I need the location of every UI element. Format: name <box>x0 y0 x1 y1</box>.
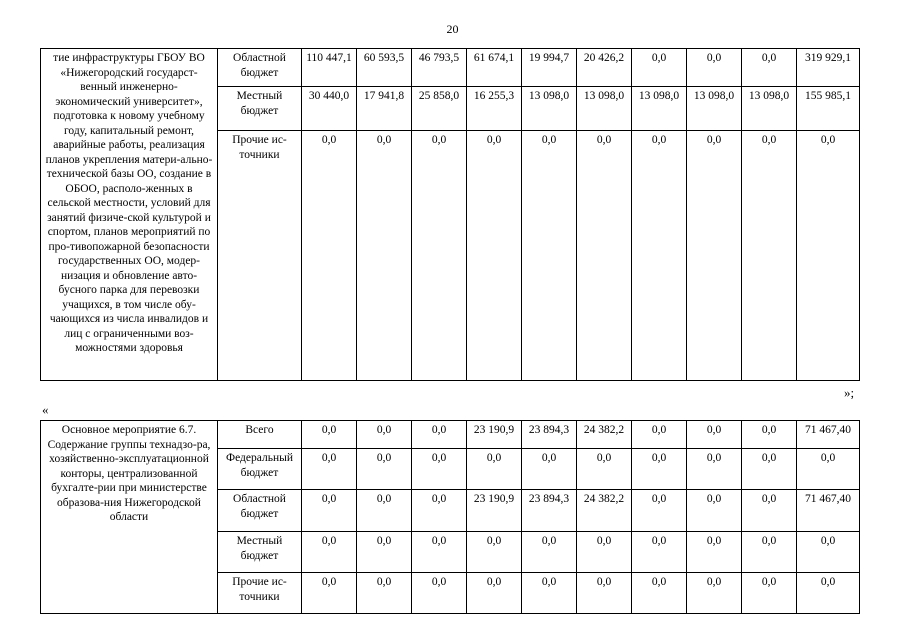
amount-cell: 0,0 <box>357 131 412 381</box>
amount-cell: 0,0 <box>577 449 632 490</box>
amount-cell: 0,0 <box>632 532 687 573</box>
funding-source-cell: Местный бюджет <box>218 532 302 573</box>
amount-cell: 0,0 <box>797 131 860 381</box>
amount-cell: 24 382,2 <box>577 490 632 532</box>
amount-cell: 0,0 <box>632 490 687 532</box>
amount-cell: 0,0 <box>632 449 687 490</box>
amount-cell: 0,0 <box>742 131 797 381</box>
amount-cell: 13 098,0 <box>577 87 632 131</box>
amount-cell: 0,0 <box>302 532 357 573</box>
amount-cell: 0,0 <box>632 421 687 449</box>
amount-cell: 0,0 <box>522 449 577 490</box>
funding-source-cell: Областной бюджет <box>218 490 302 532</box>
amount-cell: 0,0 <box>302 131 357 381</box>
amount-cell: 0,0 <box>412 490 467 532</box>
funding-table-activity-6-7 <box>40 420 860 614</box>
amount-cell: 24 382,2 <box>577 421 632 449</box>
amount-cell: 110 447,1 <box>302 49 357 87</box>
funding-source-cell: Федеральный бюджет <box>218 449 302 490</box>
amount-cell: 13 098,0 <box>522 87 577 131</box>
amount-cell: 23 894,3 <box>522 490 577 532</box>
amount-cell: 0,0 <box>687 532 742 573</box>
amount-cell: 0,0 <box>467 131 522 381</box>
amount-cell: 0,0 <box>577 131 632 381</box>
amount-cell: 0,0 <box>797 532 860 573</box>
amount-cell: 0,0 <box>797 573 860 614</box>
amount-cell: 0,0 <box>412 421 467 449</box>
amount-cell: 0,0 <box>357 532 412 573</box>
amount-cell: 13 098,0 <box>632 87 687 131</box>
amount-cell: 30 440,0 <box>302 87 357 131</box>
activity-description: Основное мероприятие 6.7. Содержание группы технадзо-ра, хозяйственно-эксплуатационной конторы, централизованной бухгалте-рии при министерстве образова-ния Нижегородской области <box>41 421 218 614</box>
amount-cell: 0,0 <box>522 573 577 614</box>
page-number: 20 <box>446 22 459 36</box>
table-row <box>41 49 860 87</box>
amount-cell: 19 994,7 <box>522 49 577 87</box>
amount-cell: 0,0 <box>577 532 632 573</box>
amount-cell: 46 793,5 <box>412 49 467 87</box>
amount-cell: 0,0 <box>357 449 412 490</box>
amount-cell: 17 941,8 <box>357 87 412 131</box>
amount-cell: 0,0 <box>467 573 522 614</box>
amount-cell: 0,0 <box>357 421 412 449</box>
amount-cell: 16 255,3 <box>467 87 522 131</box>
amount-cell: 0,0 <box>302 573 357 614</box>
amount-cell: 23 190,9 <box>467 421 522 449</box>
amount-cell: 0,0 <box>687 449 742 490</box>
amount-cell: 0,0 <box>742 532 797 573</box>
closing-quote: »; <box>844 385 855 400</box>
amount-cell: 0,0 <box>742 49 797 87</box>
funding-source-cell: Областной бюджет <box>218 49 302 87</box>
amount-cell: 0,0 <box>632 49 687 87</box>
amount-cell: 61 674,1 <box>467 49 522 87</box>
amount-cell: 0,0 <box>302 449 357 490</box>
funding-source-cell: Прочие ис-точники <box>218 573 302 614</box>
amount-cell: 0,0 <box>302 490 357 532</box>
amount-cell: 0,0 <box>687 49 742 87</box>
activity-description: тие инфраструктуры ГБОУ ВО «Нижегородский государст-венный инженерно-экономический университет», подготовка к новому учебному году, капитальный ремонт, аварийные работы, реализация планов укрепления матери-ально-технической базы ОО, создание в ОБОО, располо-женных в сельской местности, условий для занятий физиче-ской культурой и спортом, планов мероприятий по про-тивопожарной безопасности государственных ОО, модер-низация и обновление авто-бусного парка для перевозки учащихся, в том числе обу-чающихся из числа инвалидов и лиц с ограниченными воз-можностями здоровья <box>41 49 218 381</box>
amount-cell: 0,0 <box>797 449 860 490</box>
amount-cell: 0,0 <box>302 421 357 449</box>
amount-cell: 0,0 <box>522 131 577 381</box>
amount-cell: 0,0 <box>687 490 742 532</box>
amount-cell: 71 467,40 <box>797 421 860 449</box>
amount-cell: 0,0 <box>742 490 797 532</box>
amount-cell: 155 985,1 <box>797 87 860 131</box>
amount-cell: 0,0 <box>577 573 632 614</box>
amount-cell: 25 858,0 <box>412 87 467 131</box>
amount-cell: 0,0 <box>632 131 687 381</box>
amount-cell: 0,0 <box>742 449 797 490</box>
amount-cell: 0,0 <box>357 573 412 614</box>
amount-cell: 0,0 <box>632 573 687 614</box>
amount-cell: 13 098,0 <box>687 87 742 131</box>
amount-cell: 23 894,3 <box>522 421 577 449</box>
opening-quote: « <box>42 402 49 417</box>
funding-table-infrastructure <box>40 48 860 381</box>
amount-cell: 23 190,9 <box>467 490 522 532</box>
amount-cell: 0,0 <box>357 490 412 532</box>
amount-cell: 0,0 <box>412 573 467 614</box>
amount-cell: 0,0 <box>687 421 742 449</box>
amount-cell: 0,0 <box>742 421 797 449</box>
table-row <box>41 421 860 449</box>
amount-cell: 0,0 <box>687 131 742 381</box>
amount-cell: 60 593,5 <box>357 49 412 87</box>
amount-cell: 0,0 <box>467 532 522 573</box>
funding-source-cell: Всего <box>218 421 302 449</box>
amount-cell: 0,0 <box>412 532 467 573</box>
amount-cell: 20 426,2 <box>577 49 632 87</box>
amount-cell: 0,0 <box>412 131 467 381</box>
amount-cell: 71 467,40 <box>797 490 860 532</box>
amount-cell: 0,0 <box>687 573 742 614</box>
amount-cell: 0,0 <box>412 449 467 490</box>
amount-cell: 0,0 <box>522 532 577 573</box>
amount-cell: 0,0 <box>742 573 797 614</box>
funding-source-cell: Местный бюджет <box>218 87 302 131</box>
amount-cell: 319 929,1 <box>797 49 860 87</box>
amount-cell: 13 098,0 <box>742 87 797 131</box>
funding-source-cell: Прочие ис-точники <box>218 131 302 381</box>
amount-cell: 0,0 <box>467 449 522 490</box>
